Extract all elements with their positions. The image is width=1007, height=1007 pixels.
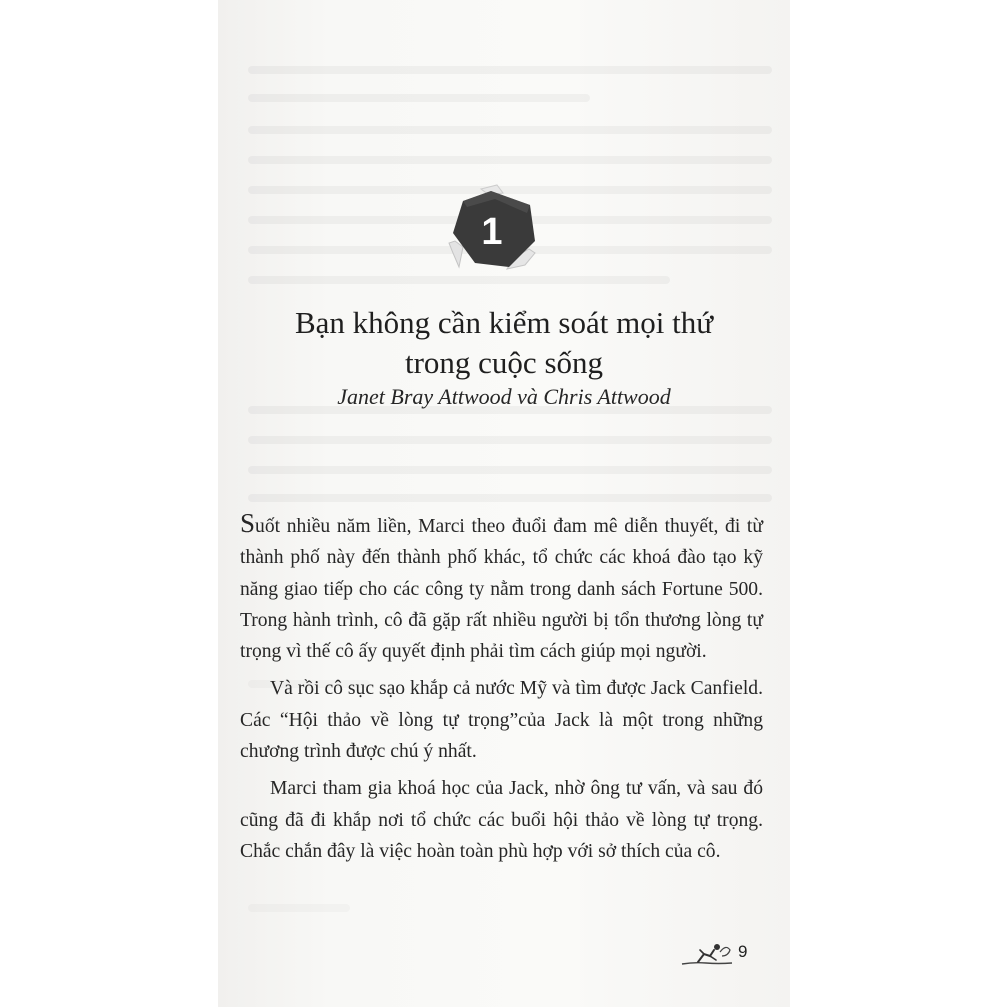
- paragraph-1-text: uốt nhiều năm liền, Marci theo đuổi đam mê diễn thuyết, đi từ thành phố này đến thành phố khác, tổ chức các khoá đào tạo kỹ năng giao tiếp cho các công ty nằm trong danh sách Fortune 500. Trong hành trình, cô đã gặp rất nhiều người bị tổn thương lòng tự trọng vì thế cô ấy quyết định phải tìm cách giúp mọi người.: [240, 516, 763, 663]
- body-text: [240, 510, 763, 867]
- book-page: [218, 0, 790, 1007]
- chapter-author: Janet Bray Attwood và Chris Attwood: [337, 384, 671, 409]
- footer-ornament: [680, 936, 770, 972]
- paragraph-3: Marci tham gia khoá học của Jack, nhờ ông tư vấn, và sau đó cũng đã đi khắp nơi tổ chức các buổi hội thảo về lòng tự trọng. Chắc chắn đây là việc hoàn toàn phù hợp với sở thích của cô.: [240, 778, 763, 862]
- chapter-title-line-2: trong cuộc sống: [404, 345, 604, 380]
- chapter-number-badge: [445, 183, 539, 275]
- page-number: 9: [738, 942, 748, 961]
- drop-cap: S: [240, 508, 256, 538]
- running-figure-icon: [680, 936, 736, 970]
- paragraph-2: Và rồi cô sục sạo khắp cả nước Mỹ và tìm được Jack Canfield. Các “Hội thảo về lòng tự trọng”của Jack là một trong những chương trình được chú ý nhất.: [240, 678, 763, 763]
- paragraph-1: [240, 510, 763, 667]
- chapter-title-line-1: Bạn không cần kiểm soát mọi thứ: [294, 305, 713, 340]
- chapter-number: 1: [481, 210, 503, 253]
